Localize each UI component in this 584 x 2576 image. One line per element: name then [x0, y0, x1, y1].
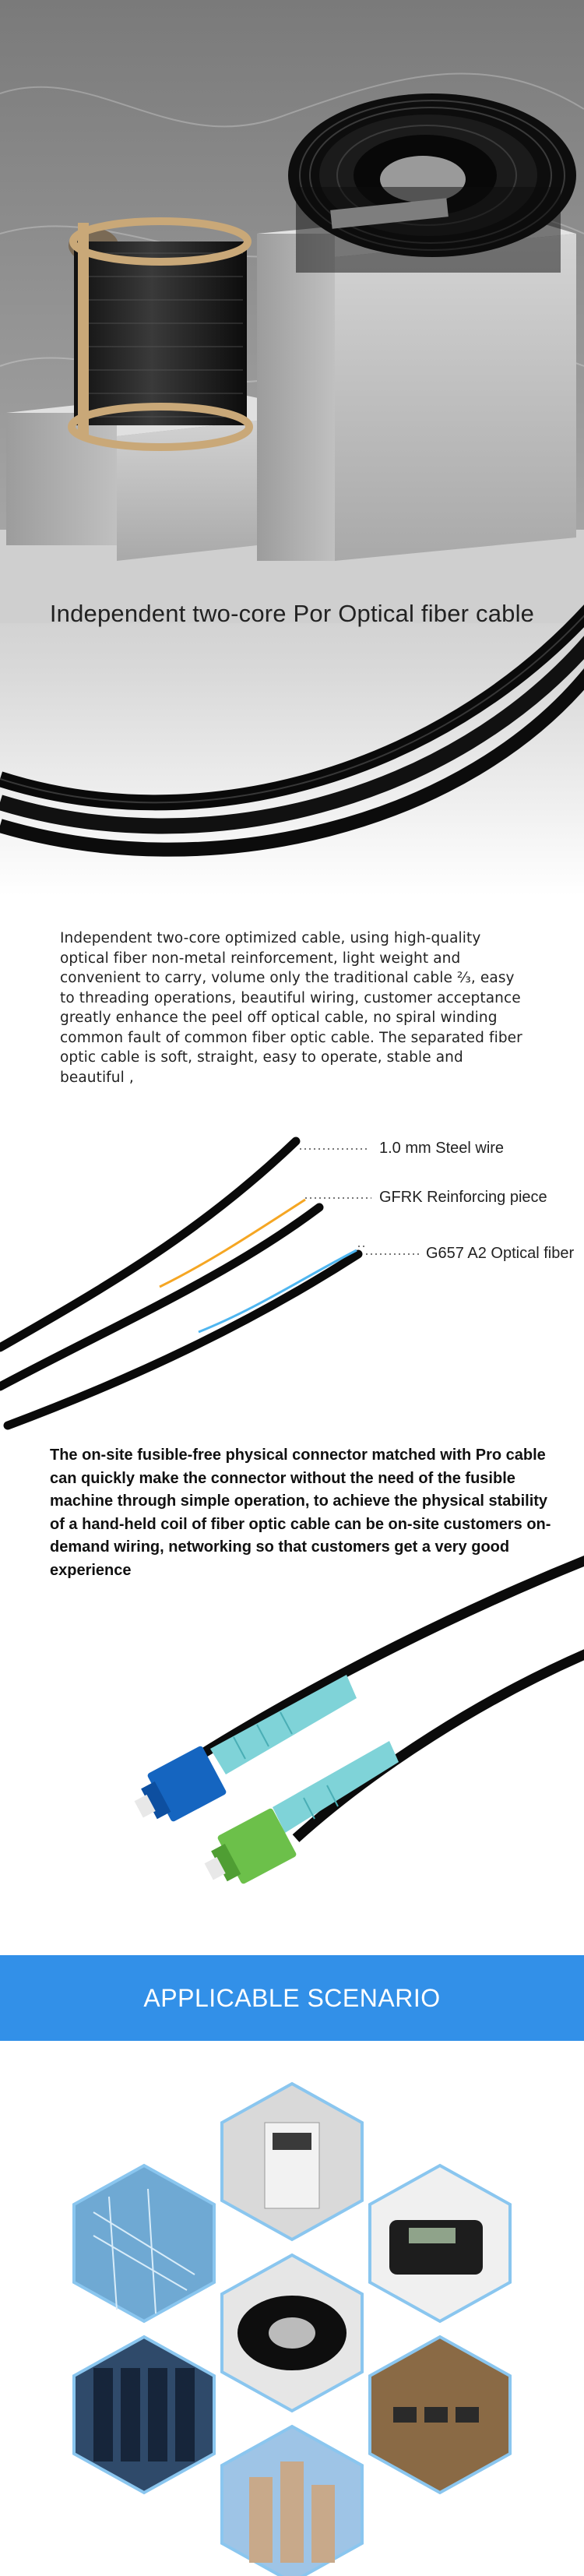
connector-description: The on-site fusible-free physical connector matched with Pro cable can quickly make the connector without the need of the fusible machine through simple operation, to achieve the physical stability of a hand-held coil of fiber optic cable can be on-site customers on-demand wiring, networking so that customers get a very good experience [50, 1447, 551, 1579]
hero-section [0, 0, 584, 896]
label-steel-wire: 1.0 mm Steel wire [379, 1140, 505, 1157]
description-section [0, 896, 584, 1106]
scenario-banner: APPLICABLE SCENARIO [0, 1955, 584, 2041]
label-optical-fiber: G657 A2 Optical fiber [426, 1245, 575, 1262]
cable-structure-section [0, 1106, 584, 1441]
scenario-section [0, 1955, 584, 2576]
description-text: Independent two-core optimized cable, using high-quality optical fiber non-metal reinforcement, light weight and convenient to carry, volume only the traditional cable ⅔, easy to threading operations, beautiful wiring, customer acceptance greatly enhance the peel off optical cable, no spiral winding common fault of common fiber optic cable. The separated fiber optic cable is soft, straight, easy to operate, stable and beautiful , [60, 930, 522, 1086]
connector-section [0, 1441, 584, 1955]
hero-title: Independent two-core Por Optical fiber cable [49, 600, 535, 627]
hero-illustration [0, 0, 584, 896]
label-reinforcing-piece: GFRK Reinforcing piece [379, 1189, 547, 1206]
scenario-hexagon-collage [0, 1955, 584, 2576]
